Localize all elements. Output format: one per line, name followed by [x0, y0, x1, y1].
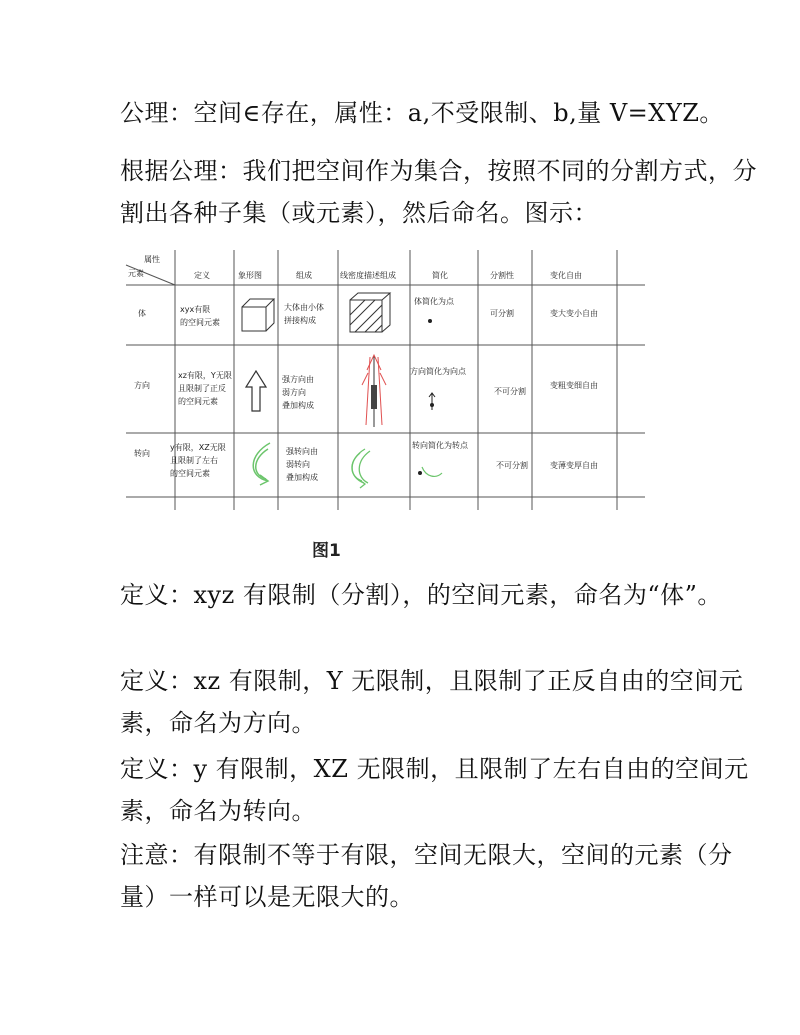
header-freedom: 变化自由: [550, 271, 582, 280]
corner-bottom-label: 元素: [128, 269, 144, 278]
row-definition: xz有限，Y无限 且限制了正反 的空间元素: [178, 371, 232, 406]
up-arrow-icon: [246, 371, 266, 411]
cube-icon: [242, 299, 274, 331]
row-divisibility: 不可分割: [496, 461, 528, 470]
header-divisibility: 分割性: [490, 271, 514, 280]
curve-bundle-icon: [352, 449, 370, 488]
intro-paragraph: 根据公理：我们把空间作为集合，按照不同的分割方式，分割出各种子集（或元素），然后命名。图示：: [120, 157, 757, 227]
row-simplify: 转向简化为转点: [412, 441, 468, 450]
row-simplify: 体简化为点: [414, 297, 454, 306]
row-freedom: 变粗变细自由: [550, 381, 598, 390]
header-line-density: 线密度描述组成: [340, 271, 396, 280]
definition-turn-paragraph: 定义：y 有限制，XZ 无限制，且限制了左右自由的空间元素，命名为转向。: [120, 755, 749, 825]
row-divisibility: 可分割: [490, 309, 514, 318]
row-composition: 强转向由 弱转向 叠加构成: [286, 447, 318, 482]
definition-direction-paragraph: 定义：xz 有限制，Y 无限制，且限制了正反自由的空间元素，命名为方向。: [120, 667, 744, 737]
row-freedom: 变大变小自由: [550, 309, 598, 318]
row-composition: 强方向由 弱方向 叠加构成: [282, 375, 314, 410]
row-name: 方向: [134, 381, 150, 390]
arrow-bundle-icon: [362, 355, 386, 427]
curve-arrow-icon: [253, 443, 270, 485]
header-pictogram: 象形图: [238, 271, 262, 280]
row-composition: 大体由小体 拼接构成: [284, 303, 324, 325]
header-definition: 定义: [194, 271, 210, 280]
corner-top-label: 属性: [144, 255, 160, 264]
figure-caption: 图1: [312, 541, 341, 561]
row-divisibility: 不可分割: [494, 387, 526, 396]
axiom-paragraph: 公理：空间∈存在，属性：a,不受限制、b,量 V=XYZ。: [120, 99, 724, 127]
point-icon: [428, 319, 432, 323]
row-freedom: 变薄变厚自由: [550, 461, 598, 470]
row-name: 体: [138, 309, 146, 318]
row-name: 转向: [134, 449, 150, 458]
row-simplify: 方向简化为向点: [410, 367, 466, 376]
figure-table: [120, 245, 650, 515]
hatched-block-icon: [350, 293, 390, 332]
header-composition: 组成: [296, 271, 312, 280]
definition-body-paragraph: 定义：xyz 有限制（分割），的空间元素，命名为“体”。: [120, 581, 722, 609]
row-definition: xyx有限 的空间元素: [180, 305, 220, 327]
row-definition: y有限，XZ无限 且限制了左右 的空间元素: [170, 443, 226, 478]
note-paragraph: 注意：有限制不等于有限，空间无限大，空间的元素（分量）一样可以是无限大的。: [120, 841, 733, 911]
turn-point-icon: [418, 467, 442, 476]
header-simplify: 简化: [432, 271, 448, 280]
vector-point-icon: [429, 393, 435, 410]
